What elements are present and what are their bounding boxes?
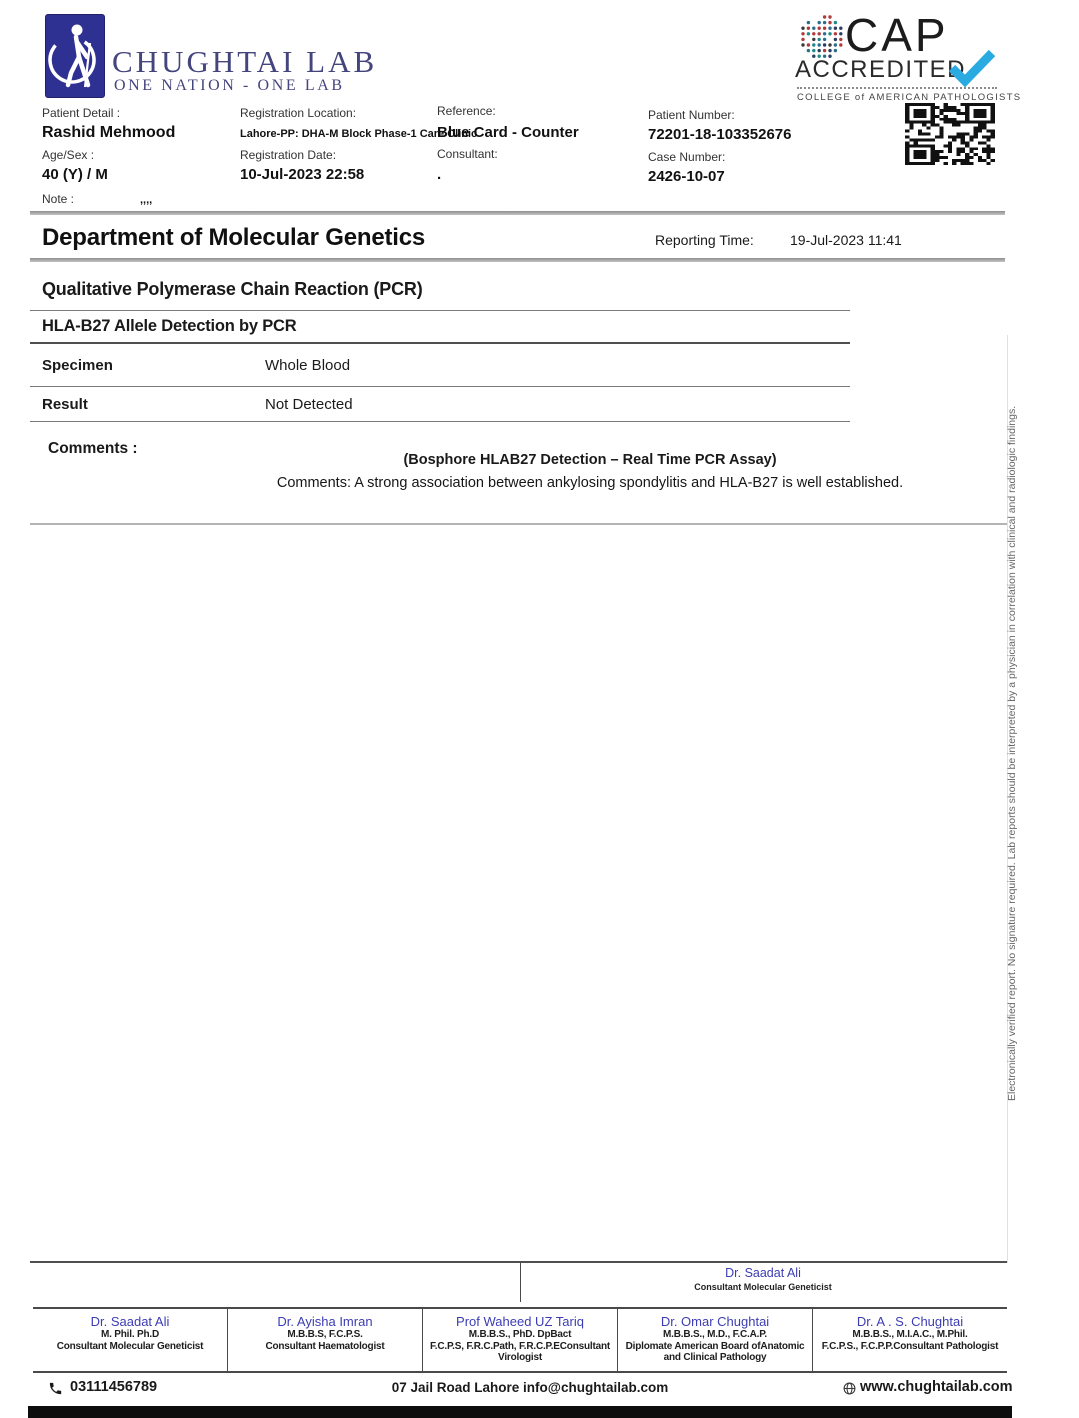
- doctor-name: Dr. Omar Chughtai: [660, 1314, 770, 1329]
- cap-accredited-text: ACCREDITED: [795, 56, 967, 83]
- doctor-credentials: M.B.B.S., M.D., F.C.A.P.: [663, 1329, 767, 1340]
- doctor-credentials: F.C.P.S., F.C.P.P.Consultant Pathologist: [821, 1340, 999, 1352]
- section-title: Qualitative Polymerase Chain Reaction (PCR): [42, 279, 423, 299]
- patient-name: Rashid Mehmood: [42, 124, 176, 141]
- case-number-label: Case Number:: [648, 150, 726, 164]
- electronic-verification-note: Electronically verified report. No signature required. Lab reports should be interpreted by a physician in correlation with clinical and radiologic findings.: [1006, 405, 1018, 1101]
- doctor-credentials: M.B.B.S, F.C.P.S.: [287, 1329, 363, 1340]
- doctor-credentials: M. Phil. Ph.D: [101, 1329, 159, 1340]
- doctor-credentials: F.C.P.S, F.R.C.Path, F.R.C.P.EConsultant: [430, 1340, 610, 1352]
- age-sex-label: Age/Sex :: [42, 148, 95, 162]
- website-url: www.chughtailab.com: [860, 1379, 1013, 1395]
- doctor-credentials: Diplomate American Board ofAnatomic: [625, 1340, 805, 1352]
- doctor-credentials: M.B.B.S., PhD. DpBact: [468, 1329, 572, 1340]
- brand-name: CHUGHTAI LAB: [112, 44, 378, 79]
- phone-number: 03111456789: [70, 1379, 158, 1395]
- divider: [30, 421, 850, 422]
- result-label: Result: [42, 396, 88, 413]
- registration-location-value: Lahore-PP: DHA-M Block Phase-1 Care Clinic: [240, 128, 478, 140]
- note-value: ,,,,: [140, 194, 153, 206]
- divider: [30, 386, 850, 387]
- bottom-bar: [28, 1406, 1012, 1418]
- divider: [30, 310, 850, 311]
- patient-number-value: 72201-18-103352676: [648, 126, 792, 143]
- registration-location-label: Registration Location:: [240, 106, 357, 120]
- doctor-name: Dr. A . S. Chughtai: [856, 1314, 964, 1329]
- cap-college-text: COLLEGE of AMERICAN PATHOLOGISTS: [797, 92, 1022, 103]
- doctor-cell: [813, 1309, 1007, 1371]
- specimen-value: Whole Blood: [265, 357, 351, 374]
- doctor-name: Dr. Saadat Ali: [90, 1314, 170, 1329]
- doctor-cell: [423, 1309, 618, 1371]
- phone-icon: [48, 1381, 63, 1401]
- age-sex-value: 40 (Y) / M: [42, 166, 108, 183]
- divider: [30, 1261, 1007, 1263]
- reference-value: Blue Card - Counter: [437, 124, 579, 141]
- doctor-credentials: Consultant Molecular Geneticist: [56, 1340, 204, 1352]
- consultant-label: Consultant:: [437, 147, 498, 161]
- divider: [30, 523, 1007, 525]
- doctor-credentials: Consultant Haematologist: [265, 1340, 385, 1352]
- department-title: Department of Molecular Genetics: [42, 224, 426, 251]
- cap-logo-text: CAP: [845, 9, 949, 61]
- registration-date-value: 10-Jul-2023 22:58: [240, 166, 365, 183]
- comments-label: Comments :: [48, 440, 138, 457]
- reference-label: Reference:: [437, 104, 496, 118]
- doctor-cell: [228, 1309, 423, 1371]
- divider: [30, 258, 1005, 262]
- cap-dotted-divider: [797, 87, 997, 89]
- comments-heading: (Bosphore HLAB27 Detection – Real Time PCR Assay): [403, 452, 777, 468]
- globe-icon: [843, 1382, 856, 1400]
- doctor-credentials: and Clinical Pathology: [663, 1352, 767, 1363]
- specimen-label: Specimen: [42, 357, 113, 374]
- doctor-credentials: M.B.B.S., M.I.A.C., M.Phil.: [852, 1329, 968, 1340]
- patient-detail-label: Patient Detail :: [42, 106, 121, 120]
- doctor-cell: [618, 1309, 813, 1371]
- chughtai-lab-logo: [45, 14, 105, 98]
- lab-address: 07 Jail Road Lahore info@chughtailab.com: [391, 1380, 669, 1395]
- test-title: HLA-B27 Allele Detection by PCR: [42, 317, 297, 335]
- brand-tagline: ONE NATION - ONE LAB: [114, 77, 345, 94]
- doctor-name: Dr. Ayisha Imran: [277, 1314, 373, 1329]
- doctor-cell: [33, 1309, 228, 1371]
- reporting-time-label: Reporting Time:: [655, 232, 754, 248]
- divider: [30, 211, 1005, 215]
- note-label: Note :: [42, 192, 75, 206]
- doctor-credentials: Virologist: [498, 1352, 542, 1363]
- case-number-value: 2426-10-07: [648, 168, 725, 185]
- qr-code: [905, 103, 995, 170]
- consultant-value: .: [437, 166, 442, 183]
- doctors-panel: [33, 1307, 1007, 1373]
- reporting-time-value: 19-Jul-2023 11:41: [790, 232, 902, 248]
- registration-date-label: Registration Date:: [240, 148, 337, 162]
- comments-text: Comments: A strong association between ankylosing spondylitis and HLA-B27 is well established.: [276, 475, 904, 491]
- doctor-name: Prof Waheed UZ Tariq: [456, 1314, 584, 1329]
- signatory-name: Dr. Saadat Ali: [725, 1266, 801, 1280]
- patient-number-label: Patient Number:: [648, 108, 735, 122]
- result-value: Not Detected: [265, 396, 353, 413]
- signatory-title: Consultant Molecular Geneticist: [694, 1282, 832, 1292]
- divider: [30, 342, 850, 344]
- walking-man-icon: [46, 15, 104, 97]
